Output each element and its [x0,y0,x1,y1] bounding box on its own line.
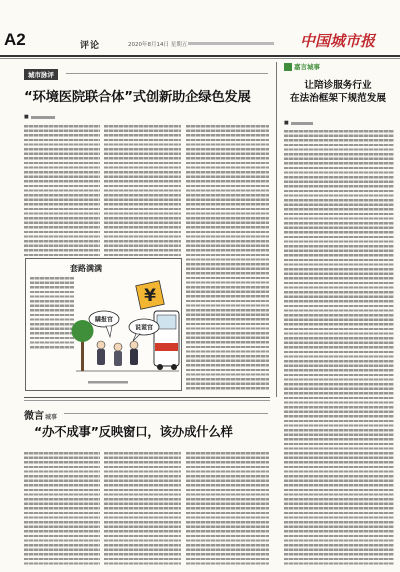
section-divider-thin [24,400,270,401]
section-divider [24,397,270,398]
people-group [97,341,138,366]
cartoon-credit [88,381,128,384]
right-headline-line-2: 在法治框架下规范发展 [290,93,386,104]
right-byline-marker: ■ [284,120,289,126]
editorial-cartoon-box [25,258,182,391]
right-column-logo [284,62,320,71]
right-column-tag: 嘉言城事 [294,63,320,71]
bus-icon [154,311,179,370]
bottom-column-tag [24,404,57,423]
column-tag-rule [66,73,268,74]
editor-credits [188,42,274,45]
right-headline-line-1: 让陪诊服务行业 [304,80,372,91]
header-divider-thin [0,58,400,59]
bottom-body-column-1 [24,452,100,566]
issue-date: 2020年8月14日 星期五 [128,42,188,48]
right-article-headline[interactable] [280,79,396,105]
bottom-body-column-2 [104,452,181,566]
lead-byline-marker: ■ [24,114,29,120]
currency-symbol: ¥ [144,286,156,306]
editorial-cartoon [26,259,181,390]
bus-banner [155,343,178,351]
tree-icon [72,320,94,371]
bottom-tag-main: 微言 [24,411,44,422]
newspaper-masthead-logo: 中国城市报 [300,32,376,50]
lead-body-column-3 [186,125,269,391]
section-title: 评论 [80,41,101,51]
lead-byline [31,116,55,119]
currency-sign-icon [136,281,164,309]
lead-body-column-2 [104,125,181,256]
column-logo-icon [284,63,292,71]
bubble-right-text: 说谎官 [134,324,154,332]
speech-bubble-left [89,311,119,337]
lead-article-headline[interactable]: “环境医院联合体”式创新助企绿色发展 [24,90,251,105]
lead-body-column-1 [24,125,100,256]
column-divider [276,62,277,397]
right-byline [291,122,313,125]
bottom-tag-rule [64,413,268,414]
right-body-column [284,130,394,566]
bubble-left-text: 瞒报官 [94,316,114,324]
bottom-body-column-3 [186,452,269,566]
column-tag: 城市脉评 [24,69,58,80]
bottom-article-headline[interactable]: “办不成事”反映窗口，该办成什么样 [34,424,233,439]
cartoon-title: 套路满满 [70,264,102,273]
bottom-tag-sub: 城事 [45,414,58,421]
page-number: A2 [4,30,26,49]
header-divider [0,55,400,57]
